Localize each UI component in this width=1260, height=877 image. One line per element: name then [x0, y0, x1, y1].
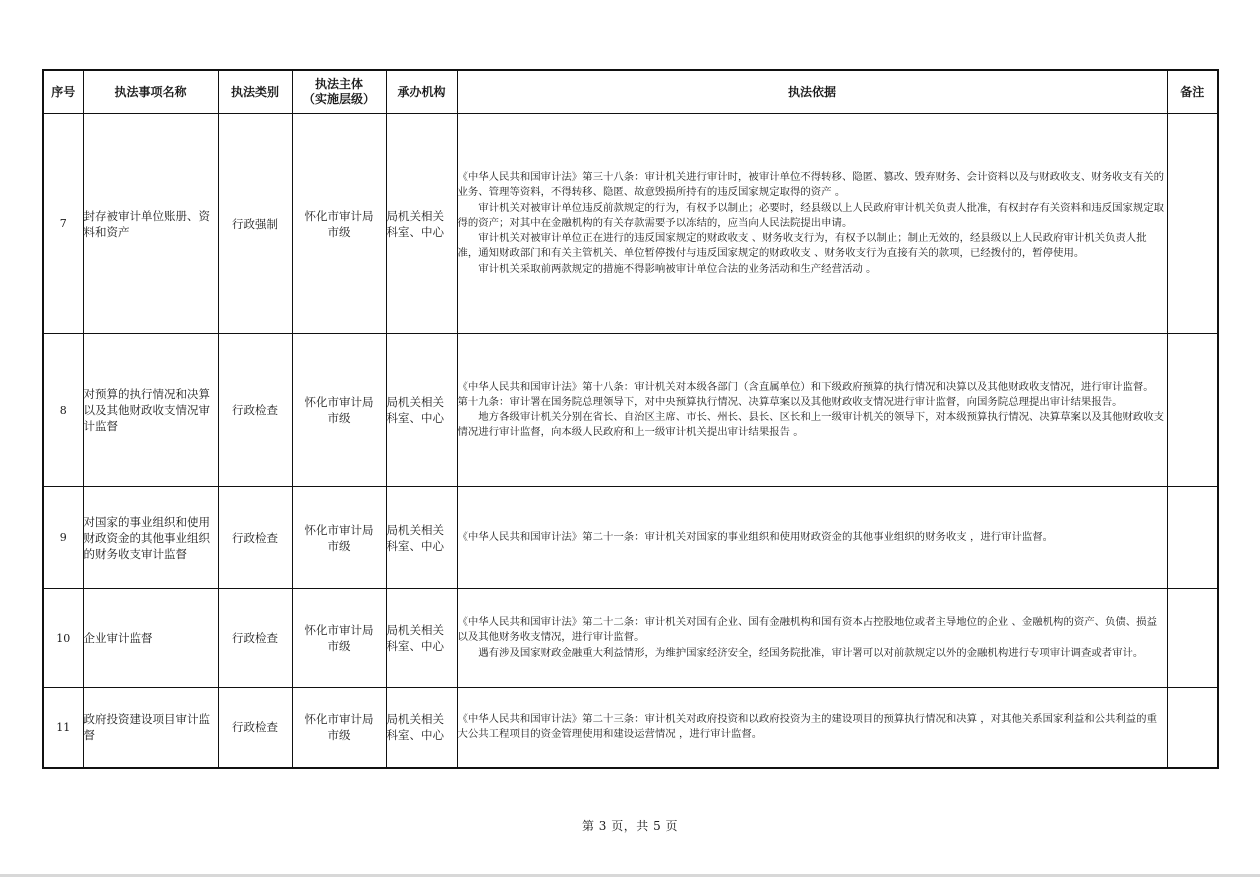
enforcement-type: 行政强制 [218, 114, 292, 334]
law-enforcement-table [42, 69, 1219, 769]
item-name: 企业审计监督 [83, 589, 218, 688]
header-body-line1: 执法主体 [314, 77, 363, 91]
enforcement-body-level: 市级 [327, 639, 351, 653]
header-body-line2: （实施层级） [302, 92, 375, 106]
row-number: 7 [43, 114, 83, 334]
item-name: 对预算的执行情况和决算以及其他财政收支情况审计监督 [83, 334, 218, 487]
basis-paragraph: 审计机关对被审计单位违反前款规定的行为，有权予以制止；必要时，经县级以上人民政府审计机关负责人批准，有权封存有关资料和违反国家规定取得的资产；对其中在金融机构的有关存款需要予以冻结的，应当向人民法院提出申请。 [457, 201, 1165, 229]
handling-org [386, 334, 457, 487]
handling-org [386, 589, 457, 688]
handling-org-line2: 科室、中心 [386, 224, 444, 239]
enforcement-body [292, 487, 386, 589]
handling-org-line1: 局机关相关 [386, 712, 444, 727]
basis-paragraph: 审计机关对被审计单位正在进行的违反国家规定的财政收支 、财务收支行为，有权予以制止；制止无效的，经县级以上人民政府审计机关负责人批准，通知财政部门和有关主管机关、单位暂停拨付与违反国家规定的财政收支 、财务收支行为直接有关的款项，已经拨付的，暂停使用。 [457, 232, 1147, 260]
legal-basis [457, 487, 1167, 589]
legal-basis [457, 334, 1167, 487]
legal-basis [457, 589, 1167, 688]
handling-org-line1: 局机关相关 [386, 623, 444, 637]
handling-org [386, 487, 457, 589]
basis-paragraph: 地方各级审计机关分别在省长、自治区主席、市长、州长、县长、区长和上一级审计机关的领导下，对本级预算执行情况、决算草案以及其他财政收支情况进行审计监督，向本级人民政府和上一级审计机关提出审计结果报告 。 [457, 411, 1165, 439]
handling-org-line1: 局机关相关 [386, 208, 444, 223]
remarks [1167, 114, 1218, 334]
item-name: 对国家的事业组织和使用财政资金的其他事业组织的财务收支审计监督 [83, 487, 218, 589]
table-row [43, 688, 1218, 768]
table-row [43, 589, 1218, 688]
header-row [43, 70, 1218, 114]
handling-org-line2: 科室、中心 [386, 728, 444, 743]
basis-paragraph: 《中华人民共和国审计法》第二十一条：审计机关对国家的事业组织和使用财政资金的其他事业组织的财务收支 ，进行审计监督。 [457, 530, 1054, 543]
header-body [292, 70, 386, 114]
remarks [1167, 487, 1218, 589]
enforcement-body-name: 怀化市审计局 [304, 623, 374, 637]
header-org: 承办机构 [386, 70, 457, 114]
remarks [1167, 589, 1218, 688]
header-name: 执法事项名称 [83, 70, 218, 114]
handling-org [386, 114, 457, 334]
enforcement-body-level: 市级 [327, 728, 351, 743]
header-num: 序号 [43, 70, 83, 114]
basis-paragraph: 《中华人民共和国审计法》第二十二条：审计机关对国有企业、国有金融机构和国有资本占控股地位或者主导地位的企业 、金融机构的资产、负债、损益以及其他财务收支情况，进行审计监督。 [457, 616, 1157, 644]
basis-paragraph: 第十九条：审计署在国务院总理领导下，对中央预算执行情况、决算草案以及其他财政收支情况进行审计监督，向国务院总理提出审计结果报告。 [457, 395, 1123, 408]
enforcement-body-level: 市级 [327, 411, 351, 425]
table-row [43, 334, 1218, 487]
handling-org-line1: 局机关相关 [386, 522, 444, 537]
basis-paragraph: 《中华人民共和国审计法》第二十三条：审计机关对政府投资和以政府投资为主的建设项目的预算执行情况和决算 ，对其他关系国家利益和公共利益的重大公共工程项目的资金管理使用和建设运营情况 ，进行审计监督。 [457, 713, 1157, 741]
enforcement-body-name: 怀化市审计局 [304, 522, 374, 537]
item-name: 封存被审计单位账册、资料和资产 [83, 114, 218, 334]
enforcement-body [292, 114, 386, 334]
row-number: 10 [43, 589, 83, 688]
basis-paragraph: 《中华人民共和国审计法》第十八条：审计机关对本级各部门（含直属单位）和下级政府预算的执行情况和决算以及其他财政收支情况，进行审计监督。 [457, 380, 1154, 393]
header-note: 备注 [1167, 70, 1218, 114]
table-row [43, 114, 1218, 334]
header-basis: 执法依据 [457, 70, 1167, 114]
handling-org-line2: 科室、中心 [386, 538, 444, 553]
enforcement-body [292, 334, 386, 487]
row-number: 9 [43, 487, 83, 589]
enforcement-body [292, 589, 386, 688]
handling-org [386, 688, 457, 768]
legal-basis [457, 114, 1167, 334]
basis-paragraph: 《中华人民共和国审计法》第三十八条：审计机关进行审计时，被审计单位不得转移、隐匿、篡改、毁弃财务、会计资料以及与财政收支、财务收支有关的业务、管理等资料，不得转移、隐匿、故意毁损所持有的违反国家规定取得的资产 。 [457, 171, 1165, 199]
enforcement-body-name: 怀化市审计局 [304, 395, 374, 409]
enforcement-body-name: 怀化市审计局 [304, 208, 374, 223]
item-name: 政府投资建设项目审计监督 [83, 688, 218, 768]
remarks [1167, 688, 1218, 768]
row-number: 8 [43, 334, 83, 487]
enforcement-type: 行政检查 [218, 688, 292, 768]
enforcement-type: 行政检查 [218, 487, 292, 589]
basis-paragraph: 审计机关采取前两款规定的措施不得影响被审计单位合法的业务活动和生产经营活动 。 [478, 262, 877, 275]
handling-org-line1: 局机关相关 [386, 395, 444, 409]
table-row [43, 487, 1218, 589]
basis-paragraph: 遇有涉及国家财政金融重大利益情形，为维护国家经济安全，经国务院批准，审计署可以对前款规定以外的金融机构进行专项审计调查或者审计。 [478, 646, 1144, 659]
row-number: 11 [43, 688, 83, 768]
enforcement-body-level: 市级 [327, 538, 351, 553]
enforcement-body-name: 怀化市审计局 [304, 712, 374, 727]
handling-org-line2: 科室、中心 [386, 411, 444, 425]
enforcement-type: 行政检查 [218, 334, 292, 487]
enforcement-body [292, 688, 386, 768]
header-type: 执法类别 [218, 70, 292, 114]
remarks [1167, 334, 1218, 487]
handling-org-line2: 科室、中心 [386, 639, 444, 653]
enforcement-body-level: 市级 [327, 224, 351, 239]
enforcement-type: 行政检查 [218, 589, 292, 688]
legal-basis [457, 688, 1167, 768]
page-number-footer: 第 3 页，共 5 页 [581, 819, 679, 833]
